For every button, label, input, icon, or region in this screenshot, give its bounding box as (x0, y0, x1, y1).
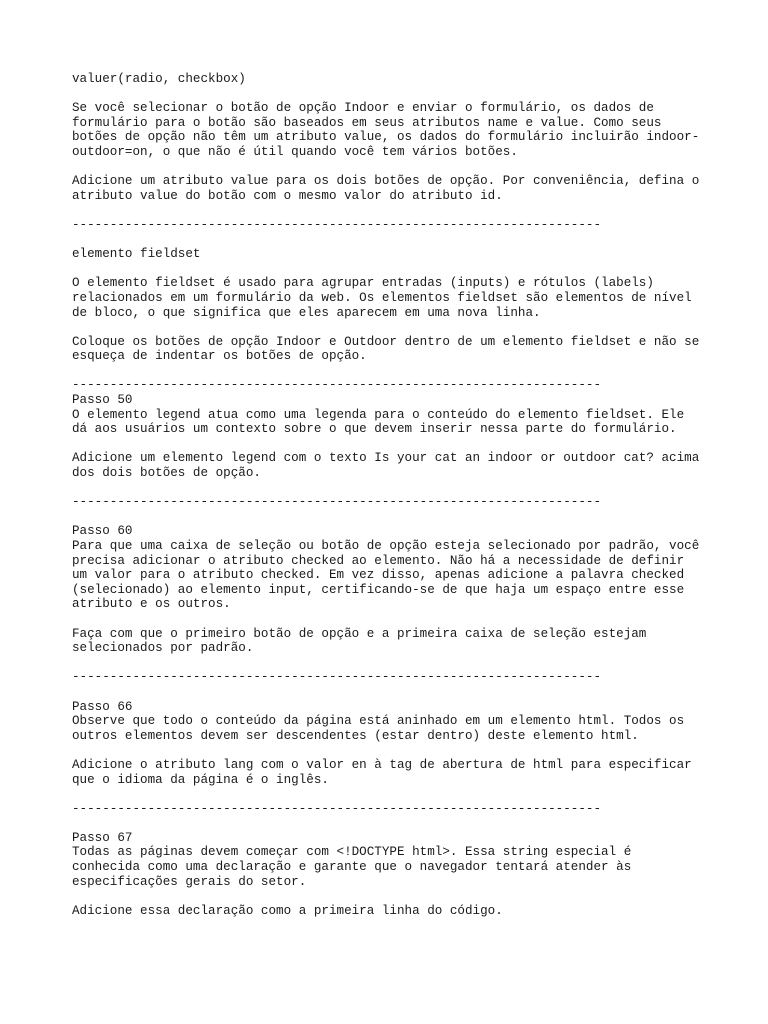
text-line: dos dois botões de opção. (72, 466, 261, 481)
separator-line: ---------------------------------------------------------------------- (72, 495, 602, 510)
text-line: Para que uma caixa de seleção ou botão de opção esteja selecionado por padrão, você (72, 539, 700, 553)
blank-line (72, 364, 712, 379)
text-line: Se você selecionar o botão de opção Indoor e enviar o formulário, os dados de (72, 101, 654, 116)
step-heading: Passo 60 (72, 524, 133, 539)
blank-line (72, 889, 712, 904)
blank-line (72, 160, 712, 175)
text-line: relacionados em um formulário da web. Os elementos fieldset são elementos de nível (72, 290, 692, 305)
separator-line: ---------------------------------------------------------------------- (72, 801, 602, 816)
text-line: atributo value do botão com o mesmo valor do atributo id. (72, 188, 503, 203)
text-line: Observe que todo o conteúdo da página está aninhado em um elemento html. Todos os (72, 714, 685, 729)
text-line: Coloque os botões de opção Indoor e Outdoor dentro de um elemento fieldset e não se (72, 334, 700, 349)
text-line: precisa adicionar o atributo checked ao elemento. Não há a necessidade de definir (72, 553, 685, 568)
text-line: Adicione um atributo value para os dois botões de opção. Por conveniência, defina o (72, 174, 700, 189)
blank-line (72, 656, 712, 671)
blank-line (72, 87, 712, 102)
text-line: outros elementos devem ser descendentes (estar dentro) deste elemento html. (72, 728, 639, 743)
text-line: O elemento fieldset é usado para agrupar entradas (inputs) e rótulos (labels) (72, 276, 654, 291)
text-line: botões de opção não têm um atributo value, os dados do formulário incluirão indoor- (72, 130, 700, 145)
text-line: que o idioma da página é o inglês. (72, 772, 329, 787)
step-heading: Passo 66 (72, 699, 133, 714)
text-line: Adicione essa declaração como a primeira linha do código. (72, 903, 503, 918)
separator-line: ---------------------------------------------------------------------- (72, 670, 602, 685)
text-line: especificações gerais do setor. (72, 874, 307, 889)
text-line: O elemento legend atua como uma legenda para o conteúdo do elemento fieldset. Ele (72, 407, 685, 422)
text-line: Faça com que o primeiro botão de opção e a primeira caixa de seleção estejam (72, 626, 647, 641)
text-line: selecionados por padrão. (72, 641, 254, 656)
blank-line (72, 233, 712, 248)
blank-line (72, 262, 712, 277)
separator-line: ---------------------------------------------------------------------- (72, 378, 602, 393)
text-line: outdoor=on, o que não é útil quando você tem vários botões. (72, 144, 518, 159)
blank-line (72, 481, 712, 496)
text-line: Adicione o atributo lang com o valor en à tag de abertura de html para especificar (72, 757, 692, 772)
document-body (72, 72, 712, 918)
text-line: esqueça de indentar os botões de opção. (72, 349, 367, 364)
blank-line (72, 816, 712, 831)
text-line: formulário para o botão são baseados em seus atributos name e value. Como seus (72, 115, 662, 130)
blank-line (72, 743, 712, 758)
text-line: valuer(radio, checkbox) (72, 72, 246, 86)
blank-line (72, 203, 712, 218)
text-line: Todas as páginas devem começar com <!DOCTYPE html>. Essa string especial é (72, 845, 632, 860)
text-line: de bloco, o que significa que eles aparecem em uma nova linha. (72, 305, 541, 320)
blank-line (72, 685, 712, 700)
step-heading: Passo 67 (72, 830, 133, 845)
text-line: atributo e os outros. (72, 597, 231, 612)
step-heading: Passo 50 (72, 393, 133, 408)
text-line: conhecida como uma declaração e garante que o navegador tentará atender às (72, 860, 632, 875)
blank-line (72, 320, 712, 335)
text-line: (selecionado) ao elemento input, certificando-se de que haja um espaço entre esse (72, 582, 685, 597)
blank-line (72, 612, 712, 627)
separator-line: ---------------------------------------------------------------------- (72, 217, 602, 232)
blank-line (72, 510, 712, 525)
blank-line (72, 787, 712, 802)
blank-line (72, 437, 712, 452)
text-line: um valor para o atributo checked. Em vez disso, apenas adicione a palavra checked (72, 568, 685, 583)
text-line: dá aos usuários um contexto sobre o que devem inserir nessa parte do formulário. (72, 422, 677, 437)
text-line: elemento fieldset (72, 247, 201, 262)
text-line: Adicione um elemento legend com o texto Is your cat an indoor or outdoor cat? acima (72, 451, 700, 466)
